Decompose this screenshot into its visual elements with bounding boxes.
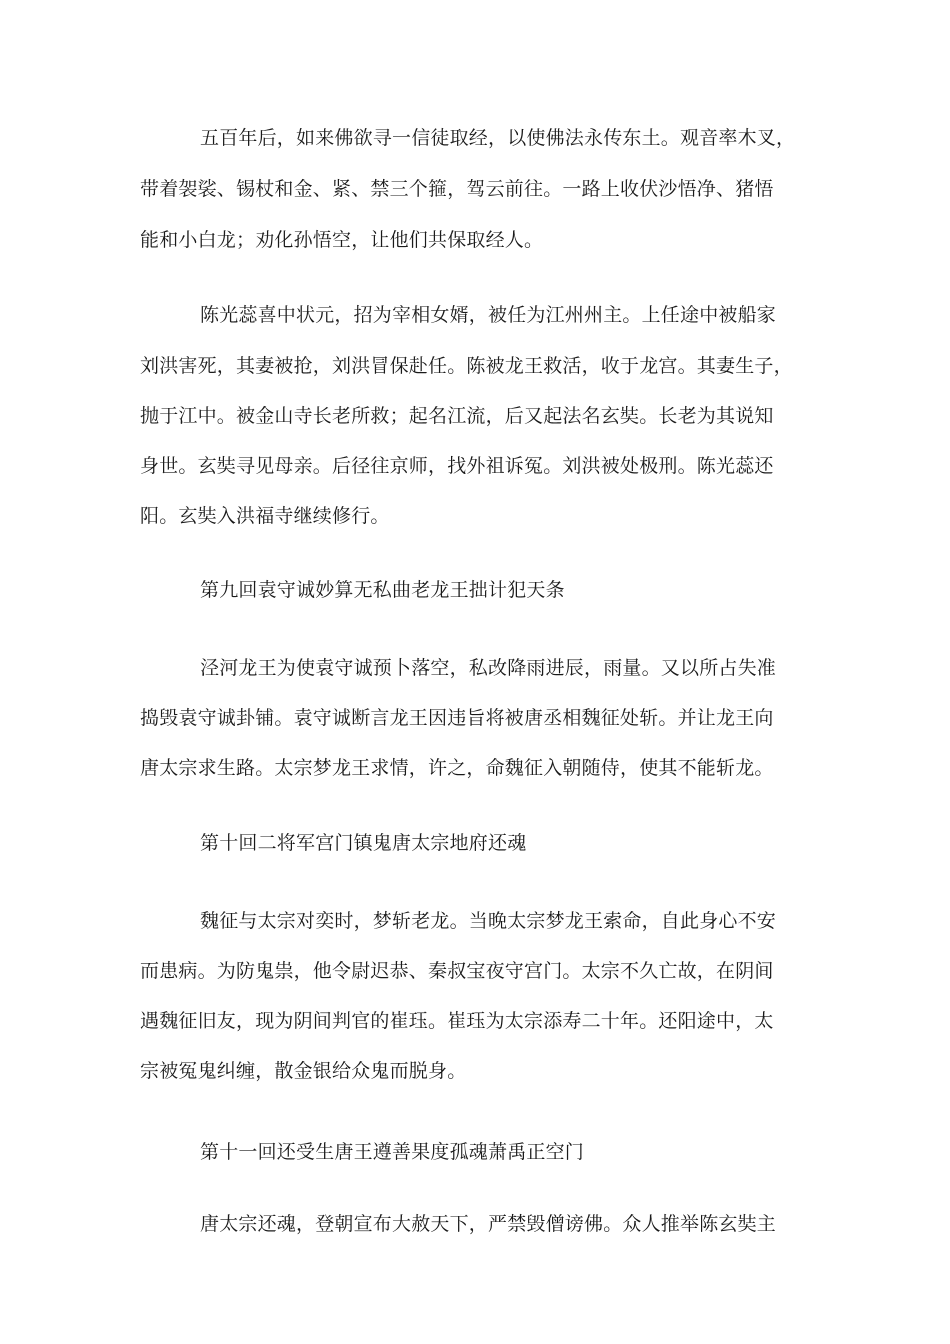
chapter-heading: 第十回二将军宫门镇鬼唐太宗地府还魂 (200, 832, 527, 854)
paragraph-line: 捣毁袁守诚卦铺。袁守诚断言龙王因违旨将被唐丞相魏征处斩。并让龙王向 (140, 707, 774, 729)
paragraph-line: 五百年后，如来佛欲寻一信徒取经，以使佛法永传东土。观音率木叉， (200, 127, 796, 149)
paragraph-line: 陈光蕊喜中状元，招为宰相女婿，被任为江州州主。上任途中被船家 (200, 304, 777, 326)
chapter-heading: 第九回袁守诚妙算无私曲老龙王拙计犯天条 (200, 579, 565, 601)
paragraph-line: 魏征与太宗对奕时，梦斩老龙。当晚太宗梦龙王索命，自此身心不安 (200, 910, 777, 932)
paragraph-line: 唐太宗求生路。太宗梦龙王求情，许之，命魏征入朝随侍，使其不能斩龙。 (140, 757, 774, 779)
paragraph-line: 宗被冤鬼纠缠，散金银给众鬼而脱身。 (140, 1060, 467, 1082)
paragraph-line: 带着袈裟、锡杖和金、紧、禁三个箍，驾云前往。一路上收伏沙悟净、猪悟 (140, 178, 774, 200)
paragraph-line: 泾河龙王为使袁守诚预卜落空，私改降雨进辰，雨量。又以所占失准 (200, 657, 777, 679)
paragraph-line: 而患病。为防鬼祟，他令尉迟恭、秦叔宝夜守宫门。太宗不久亡故，在阴间 (140, 960, 774, 982)
chapter-heading: 第十一回还受生唐王遵善果度孤魂萧禹正空门 (200, 1141, 585, 1163)
paragraph-line: 唐太宗还魂，登朝宣布大赦天下，严禁毁僧谤佛。众人推举陈玄奘主 (200, 1213, 777, 1235)
paragraph-line: 刘洪害死，其妻被抢，刘洪冒保赴任。陈被龙王救活，收于龙宫。其妻生子， (140, 355, 793, 377)
paragraph-line: 身世。玄奘寻见母亲。后径往京师，找外祖诉冤。刘洪被处极刑。陈光蕊还 (140, 455, 774, 477)
paragraph-line: 能和小白龙；劝化孙悟空，让他们共保取经人。 (140, 229, 544, 251)
paragraph-line: 抛于江中。被金山寺长老所救；起名江流，后又起法名玄奘。长老为其说知 (140, 405, 774, 427)
paragraph-line: 遇魏征旧友，现为阴间判官的崔珏。崔珏为太宗添寿二十年。还阳途中，太 (140, 1010, 774, 1032)
paragraph-line: 阳。玄奘入洪福寺继续修行。 (140, 505, 390, 527)
